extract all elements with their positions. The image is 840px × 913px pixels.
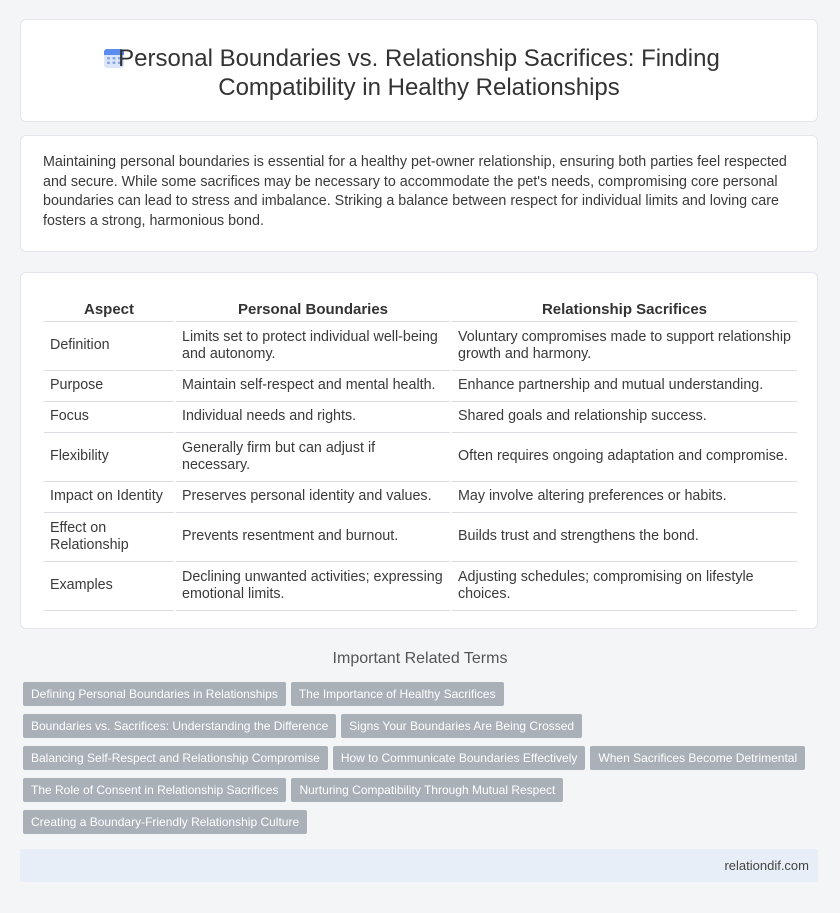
table-row xyxy=(44,402,797,433)
boundaries-cell: Declining unwanted activities; expressing emotional limits. xyxy=(176,562,450,611)
sacrifices-cell: Voluntary compromises made to support relationship growth and harmony. xyxy=(452,322,797,371)
table-row xyxy=(44,433,797,482)
aspect-cell: Examples xyxy=(44,562,174,611)
boundaries-cell: Individual needs and rights. xyxy=(176,402,450,433)
related-term-tag[interactable]: Creating a Boundary-Friendly Relationship Culture xyxy=(23,810,307,834)
table-row xyxy=(44,562,797,611)
related-term-tag[interactable]: Defining Personal Boundaries in Relationships xyxy=(23,682,286,706)
related-term-tag[interactable]: How to Communicate Boundaries Effectively xyxy=(333,746,586,770)
related-term-tag[interactable]: Nurturing Compatibility Through Mutual Respect xyxy=(291,778,563,802)
aspect-cell: Impact on Identity xyxy=(44,482,174,513)
header-personal-boundaries: Personal Boundaries xyxy=(176,295,450,322)
boundaries-cell: Preserves personal identity and values. xyxy=(176,482,450,513)
related-term-tag[interactable]: Balancing Self-Respect and Relationship Compromise xyxy=(23,746,328,770)
table-row xyxy=(44,371,797,402)
aspect-cell: Flexibility xyxy=(44,433,174,482)
table-row xyxy=(44,322,797,371)
table-header-row xyxy=(44,295,797,322)
page-title: Personal Boundaries vs. Relationship Sacrifices: Finding Compatibility in Healthy Relationships xyxy=(118,45,720,101)
comparison-table-card xyxy=(20,272,818,629)
boundaries-cell: Generally firm but can adjust if necessary. xyxy=(176,433,450,482)
table-row xyxy=(44,482,797,513)
footer-site-link[interactable]: relationdif.com xyxy=(724,858,809,873)
aspect-cell: Effect on Relationship xyxy=(44,513,174,562)
aspect-cell: Purpose xyxy=(44,371,174,402)
header-relationship-sacrifices: Relationship Sacrifices xyxy=(452,295,797,322)
footer xyxy=(20,849,818,882)
related-term-tag[interactable]: The Role of Consent in Relationship Sacrifices xyxy=(23,778,286,802)
sacrifices-cell: May involve altering preferences or habits. xyxy=(452,482,797,513)
header-aspect: Aspect xyxy=(44,295,174,322)
header-card xyxy=(20,19,818,122)
aspect-cell: Focus xyxy=(44,402,174,433)
table-row xyxy=(44,513,797,562)
sacrifices-cell: Enhance partnership and mutual understanding. xyxy=(452,371,797,402)
boundaries-cell: Prevents resentment and burnout. xyxy=(176,513,450,562)
comparison-table xyxy=(42,295,799,611)
related-term-tag[interactable]: Boundaries vs. Sacrifices: Understanding the Difference xyxy=(23,714,336,738)
intro-card xyxy=(20,135,818,252)
sacrifices-cell: Builds trust and strengthens the bond. xyxy=(452,513,797,562)
related-term-tag[interactable]: When Sacrifices Become Detrimental xyxy=(590,746,805,770)
related-term-tag[interactable]: The Importance of Healthy Sacrifices xyxy=(291,682,504,706)
sacrifices-cell: Often requires ongoing adaptation and compromise. xyxy=(452,433,797,482)
related-terms-title: Important Related Terms xyxy=(332,650,508,667)
boundaries-cell: Limits set to protect individual well-being and autonomy. xyxy=(176,322,450,371)
related-terms-list xyxy=(23,682,818,842)
sacrifices-cell: Shared goals and relationship success. xyxy=(452,402,797,433)
aspect-cell: Definition xyxy=(44,322,174,371)
related-term-tag[interactable]: Signs Your Boundaries Are Being Crossed xyxy=(341,714,582,738)
sacrifices-cell: Adjusting schedules; compromising on lifestyle choices. xyxy=(452,562,797,611)
intro-paragraph: Maintaining personal boundaries is essential for a healthy pet-owner relationship, ensuring both parties feel respected and secure. While some sacrifices may be necessary to accommodate the pet's needs, compromising core personal boundaries can lead to stress and imbalance. Striking a balance between respect for individual limits and loving care fosters a strong, harmonious bond. xyxy=(43,154,787,229)
boundaries-cell: Maintain self-respect and mental health. xyxy=(176,371,450,402)
